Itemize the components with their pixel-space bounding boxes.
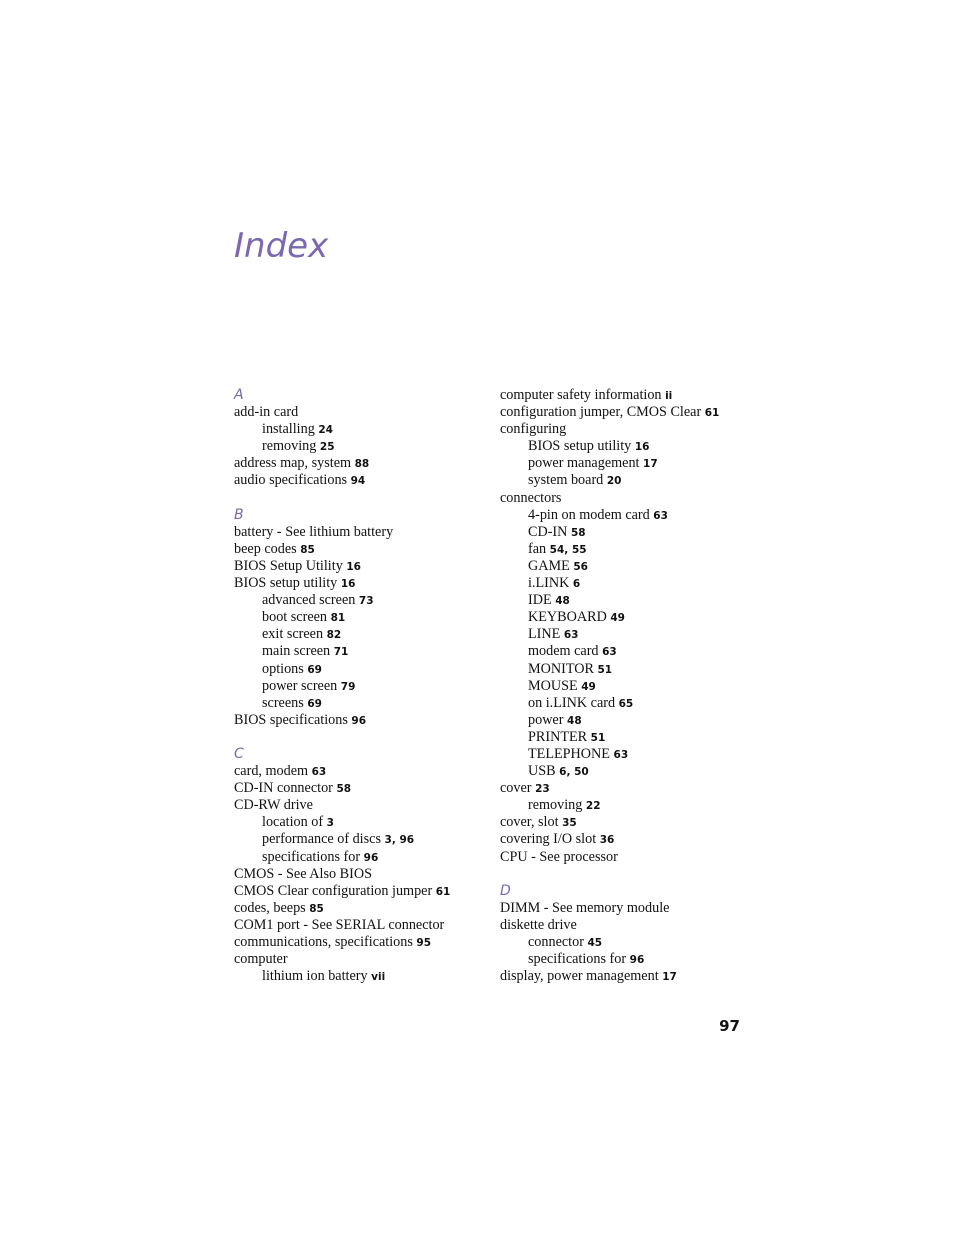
index-term: CMOS - See Also BIOS (234, 865, 372, 882)
page-reference[interactable]: 24 (318, 424, 333, 437)
index-term: battery - See lithium battery (234, 523, 394, 540)
index-term: add-in card (234, 404, 299, 421)
page-reference[interactable]: 3 (326, 817, 334, 830)
index-term: GAME (528, 557, 570, 574)
index-entry (234, 404, 494, 421)
index-subentry (234, 678, 494, 695)
index-subentry (500, 626, 790, 643)
index-subentry (234, 609, 494, 626)
index-subentry (234, 438, 494, 455)
index-term: specifications for (528, 951, 627, 968)
index-subentry (500, 609, 790, 626)
page-reference[interactable]: 48 (555, 595, 570, 608)
index-entry (500, 490, 790, 507)
page-reference[interactable]: 63 (653, 509, 668, 522)
index-term: IDE (528, 592, 552, 609)
index-term: BIOS Setup Utility (234, 557, 343, 574)
index-entry (500, 421, 790, 438)
page-reference[interactable]: 61 (704, 407, 720, 420)
index-term: 4-pin on modem card (528, 506, 650, 523)
index-term: LINE (528, 626, 561, 643)
index-subentry (500, 592, 790, 609)
index-subentry (500, 575, 790, 592)
index-entry (234, 472, 494, 489)
section-gap (234, 729, 494, 746)
page-reference[interactable]: 82 (326, 629, 342, 642)
page-reference[interactable]: 51 (597, 663, 613, 676)
index-term: system board (528, 472, 604, 489)
index-entry (500, 917, 790, 934)
index-letter-heading: D (500, 882, 511, 899)
page-reference[interactable]: 63 (602, 646, 617, 659)
index-letter-heading: A (234, 387, 244, 403)
section-gap (234, 490, 494, 507)
index-term: specifications for (262, 848, 361, 865)
page-title: Index (234, 226, 329, 266)
index-entry (500, 968, 790, 985)
page-reference[interactable]: 45 (587, 937, 603, 949)
page-reference[interactable]: 49 (610, 612, 625, 625)
index-term: BIOS specifications (234, 711, 348, 728)
index-term: CMOS Clear configuration jumper (234, 882, 433, 899)
index-term: USB (528, 763, 556, 780)
index-entry (234, 917, 494, 934)
index-term: lithium ion battery (262, 968, 368, 985)
index-term: main screen (262, 643, 331, 660)
page-reference[interactable]: 20 (606, 475, 622, 488)
index-subentry (500, 507, 790, 524)
index-term: PRINTER (528, 728, 588, 745)
page-reference[interactable]: 25 (319, 441, 335, 454)
page-reference[interactable]: 95 (416, 937, 432, 949)
index-term: computer safety information (500, 387, 662, 403)
page-reference[interactable]: 96 (351, 714, 367, 727)
index-term: cover (500, 780, 532, 797)
page-reference[interactable]: 6 (572, 578, 581, 591)
page-reference[interactable]: 54 (549, 543, 565, 556)
index-column-left (234, 387, 494, 985)
page-reference[interactable]: 71 (333, 646, 349, 659)
page-reference[interactable]: 49 (581, 680, 596, 693)
index-entry (500, 387, 790, 404)
page-reference[interactable]: 17 (643, 458, 658, 471)
index-subentry (500, 438, 790, 455)
page-reference[interactable]: 17 (662, 971, 677, 984)
index-term: CD-IN (528, 523, 568, 540)
index-entry (234, 712, 494, 729)
index-term: screens (262, 694, 304, 711)
index-entry (234, 763, 494, 780)
page-reference[interactable]: 3 (384, 834, 392, 847)
index-entry (234, 524, 494, 541)
index-entry (234, 934, 494, 951)
index-term: diskette drive (500, 916, 577, 933)
index-entry (500, 900, 790, 917)
index-entry (234, 866, 494, 883)
index-entry (234, 780, 494, 797)
page-reference[interactable]: 16 (340, 578, 356, 591)
index-term: configuration jumper, CMOS Clear (500, 404, 702, 421)
index-subentry (500, 729, 790, 746)
index-subentry (500, 712, 790, 729)
page-reference[interactable]: ii (665, 390, 673, 402)
index-entry (234, 883, 494, 900)
page-reference[interactable]: 48 (567, 714, 582, 727)
page-reference[interactable]: 94 (350, 475, 366, 488)
index-term: communications, specifications (234, 934, 413, 950)
index-entry (234, 797, 494, 814)
page-reference[interactable]: 85 (309, 902, 324, 915)
index-term: i.LINK (528, 575, 570, 592)
index-term: COM1 port - See SERIAL connector (234, 916, 445, 933)
index-entry (500, 831, 790, 848)
index-entry (500, 404, 790, 421)
page-reference[interactable]: 96 (363, 851, 379, 864)
index-term: installing (262, 421, 315, 438)
index-term: exit screen (262, 626, 324, 643)
index-term: audio specifications (234, 472, 348, 489)
index-term: CPU - See processor (500, 848, 618, 865)
index-subentry (234, 695, 494, 712)
index-subentry (234, 643, 494, 660)
page-reference[interactable]: 36 (599, 834, 615, 847)
index-term: boot screen (262, 609, 328, 626)
page-reference[interactable]: 6 (559, 766, 567, 779)
index-term: computer (234, 951, 288, 968)
index-subentry (234, 849, 494, 866)
index-subentry (500, 951, 790, 968)
index-term: codes, beeps (234, 899, 306, 916)
page-reference[interactable]: 51 (590, 731, 606, 744)
index-entry (234, 558, 494, 575)
index-subentry (234, 814, 494, 831)
index-entry (500, 849, 790, 866)
index-term: MOUSE (528, 677, 578, 694)
index-letter-heading: C (234, 745, 244, 762)
index-term: advanced screen (262, 592, 356, 609)
index-term: beep codes (234, 540, 297, 557)
index-term: address map, system (234, 455, 352, 472)
index-term: MONITOR (528, 660, 594, 677)
index-subentry: performance of discs 3, 96 (262, 831, 415, 848)
page-reference[interactable]: vii (371, 971, 386, 984)
index-subentry (500, 524, 790, 541)
page-number: 97 (719, 1017, 740, 1035)
index-subentry (234, 968, 494, 985)
index-subentry (500, 643, 790, 660)
index-term: connectors (500, 489, 562, 506)
index-term: cover, slot (500, 814, 559, 831)
index-term: covering I/O slot (500, 831, 597, 848)
page-reference[interactable]: 69 (307, 697, 322, 710)
index-entry (234, 900, 494, 917)
index-subentry (234, 626, 494, 643)
page-reference[interactable]: 55 (571, 543, 587, 556)
index-subentry (500, 797, 790, 814)
index-subentry (500, 746, 790, 763)
index-column-right (500, 387, 790, 985)
index-subentry (500, 558, 790, 575)
index-subentry (500, 678, 790, 695)
page-reference[interactable]: 61 (435, 885, 451, 898)
page-reference[interactable]: 50 (574, 766, 589, 779)
index-term: removing (528, 797, 583, 814)
index-term: display, power management (500, 968, 659, 985)
index-subentry (500, 661, 790, 678)
index-subentry (234, 661, 494, 678)
index-entry (234, 455, 494, 472)
page-reference[interactable]: 22 (585, 800, 601, 813)
index-term: location of (262, 814, 324, 831)
index-term: BIOS setup utility (528, 438, 632, 455)
index-subentry (234, 592, 494, 609)
page-reference[interactable]: 23 (535, 783, 550, 796)
page-reference[interactable]: 65 (618, 697, 634, 710)
index-term: fan (528, 540, 547, 557)
index-subentry: USB 6, 50 (528, 763, 589, 780)
index-term: KEYBOARD (528, 609, 607, 626)
index-letter-heading: B (234, 506, 244, 523)
page-reference[interactable]: 63 (563, 629, 579, 642)
section-gap (500, 866, 790, 883)
page-reference[interactable]: 69 (307, 663, 322, 676)
page-reference[interactable]: 35 (562, 817, 577, 830)
index-term: TELEPHONE (528, 745, 610, 762)
index-subentry (234, 421, 494, 438)
index-entry (500, 780, 790, 797)
index-term: connector (528, 934, 584, 950)
page-reference[interactable]: 58 (336, 783, 352, 796)
index-term: power screen (262, 677, 338, 694)
page-reference[interactable]: 81 (330, 612, 346, 625)
index-term: modem card (528, 643, 599, 660)
index-entry (234, 575, 494, 592)
index-term: card, modem (234, 763, 309, 780)
index-term: removing (262, 438, 317, 455)
index-subentry (500, 455, 790, 472)
page-reference[interactable]: 88 (354, 458, 370, 471)
page-reference[interactable]: 63 (311, 766, 327, 779)
page-reference[interactable]: 16 (346, 560, 361, 573)
index-entry (234, 951, 494, 968)
index-term: CD-IN connector (234, 780, 333, 797)
page-reference[interactable]: 96 (629, 954, 645, 967)
page-reference[interactable]: 16 (634, 441, 650, 454)
page-reference[interactable]: 96 (399, 834, 415, 847)
page-reference[interactable]: 58 (570, 526, 586, 539)
index-term: BIOS setup utility (234, 575, 338, 592)
index-term: DIMM - See memory module (500, 899, 670, 916)
page-reference[interactable]: 56 (573, 560, 588, 573)
index-term: options (262, 660, 304, 677)
page-reference[interactable]: 85 (300, 543, 315, 556)
page-reference[interactable]: 73 (358, 595, 374, 608)
index-subentry (500, 695, 790, 712)
index-term: power (528, 711, 564, 728)
index-subentry (500, 472, 790, 489)
index-entry (500, 814, 790, 831)
page-reference[interactable]: 79 (340, 680, 356, 693)
index-subentry (500, 934, 790, 951)
index-entry (234, 541, 494, 558)
page-reference[interactable]: 63 (613, 748, 629, 761)
index-subentry: fan 54, 55 (528, 540, 587, 557)
index-term: on i.LINK card (528, 694, 616, 711)
index-term: CD-RW drive (234, 797, 313, 814)
index-term: configuring (500, 421, 567, 438)
index-term: power management (528, 455, 640, 472)
index-term: performance of discs (262, 831, 381, 848)
